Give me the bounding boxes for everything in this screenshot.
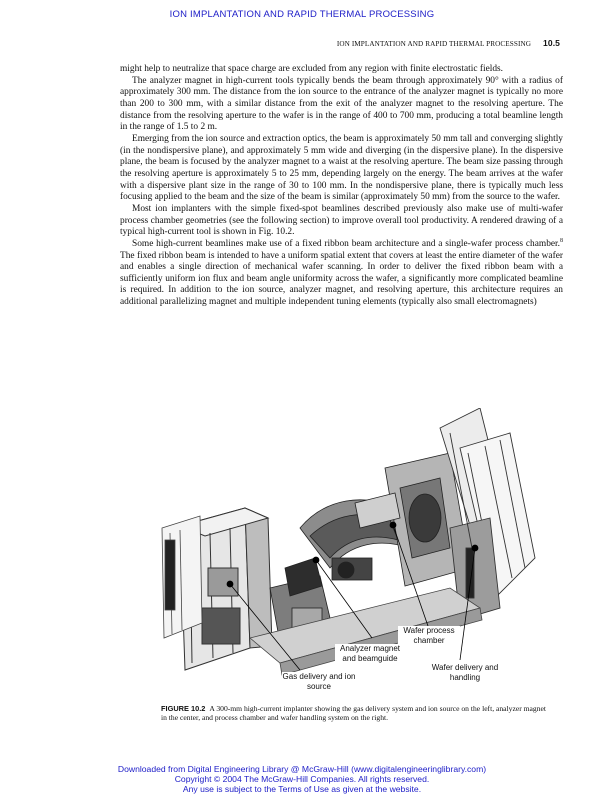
paragraph: might help to neutralize that space charge are excluded from any region with finite electrostatic fields. bbox=[120, 64, 504, 74]
caption-text: A 300-mm high-current implanter showing the gas delivery system and ion source on the left, analyzer magnet in the center, and process chamber and wafer handling system on the right. bbox=[161, 704, 546, 723]
running-head-title: ION IMPLANTATION AND RAPID THERMAL PROCESSING bbox=[336, 40, 532, 48]
footer-terms-link[interactable]: Any use is subject to the Terms of Use as given at the website. bbox=[182, 784, 422, 795]
paragraph: Most ion implanters with the simple fixed-spot beamlines described previously also make use of multi-wafer process chamber geometries (see the following section) to improve overall tool productivity. A rendered drawing of a typical high-current tool is shown in Fig. 10.2. bbox=[120, 203, 563, 238]
figure-caption bbox=[161, 704, 546, 723]
paragraph bbox=[120, 239, 563, 309]
document-banner: ION IMPLANTATION AND RAPID THERMAL PROCESSING bbox=[169, 9, 435, 20]
footer-download-link[interactable]: Downloaded from Digital Engineering Library @ McGraw-Hill (www.digitalengineeringlibrary.com) bbox=[117, 764, 487, 774]
label-gas-delivery: Gas delivery and ion source bbox=[282, 672, 356, 691]
implanter-figure bbox=[150, 408, 540, 698]
label-wafer-handling: Wafer delivery and handling bbox=[420, 663, 510, 683]
paragraph: The analyzer magnet in high-current tools typically bends the beam through approximately 90° with a radius of approximately 300 mm. The distance from the ion source to the entrance of the analyzer magnet is typically no more than 200 to 300 mm, with a similar distance from the exit of the analyzer magnet to the resolving aperture. The distance from the resolving aperture to the wafer is in the range of 400 to 700 mm, producing a total beamline length in the range of 1.5 to 2 m. bbox=[120, 75, 563, 133]
page-number: 10.5 bbox=[543, 38, 560, 48]
label-wafer-process-chamber: Wafer process chamber bbox=[398, 626, 460, 646]
label-analyzer-magnet: Analyzer magnet and beamguide bbox=[335, 644, 405, 664]
running-head bbox=[300, 38, 560, 48]
paragraph-sentence: The fixed ribbon beam is intended to have a uniform spatial extent that covers at least the entire diameter of the wafer and enables a single direction of mechanical wafer scanning. In order to deliver the fixed ribbon beam with a sufficiently uniform ion flux and beam angle uniformity across the wafer, a significantly more complicated beamline is required. In addition to the ion source, analyzer magnet, and resolving aperture, this architecture requires an additional parallelizing magnet and multiple independent tuning elements (typically also small electromagnets) bbox=[120, 250, 563, 308]
body-text bbox=[120, 64, 563, 309]
paragraph: Emerging from the ion source and extraction optics, the beam is approximately 50 mm tall and converging slightly (in the nondispersive plane), and approximately 5 mm wide and diverging (in the dispersive plane). In the dispersive plane, the beam is focused by the analyzer magnet to a waist at the resolving aperture. The beam size passing through the resolving aperture is approximately 5 to 25 mm, depending largely on the energy. The beam arrives at the wafer with a dispersive plant size in the range of 30 to 100 mm. In the nondispersive plane, there is typically much less focusing applied to the beam and the size of the beam is similar (approximately 50 mm) from the source to the wafer. bbox=[120, 133, 563, 203]
footer-copyright: Copyright © 2004 The McGraw-Hill Companies. All rights reserved. bbox=[174, 774, 430, 785]
paragraph-sentence: Some high-current beamlines make use of a fixed ribbon beam architecture and a single-wafer process chamber. bbox=[132, 238, 560, 249]
footnote-ref: 8 bbox=[560, 237, 563, 244]
caption-label: FIGURE 10.2 bbox=[161, 704, 206, 713]
footer bbox=[0, 764, 604, 795]
